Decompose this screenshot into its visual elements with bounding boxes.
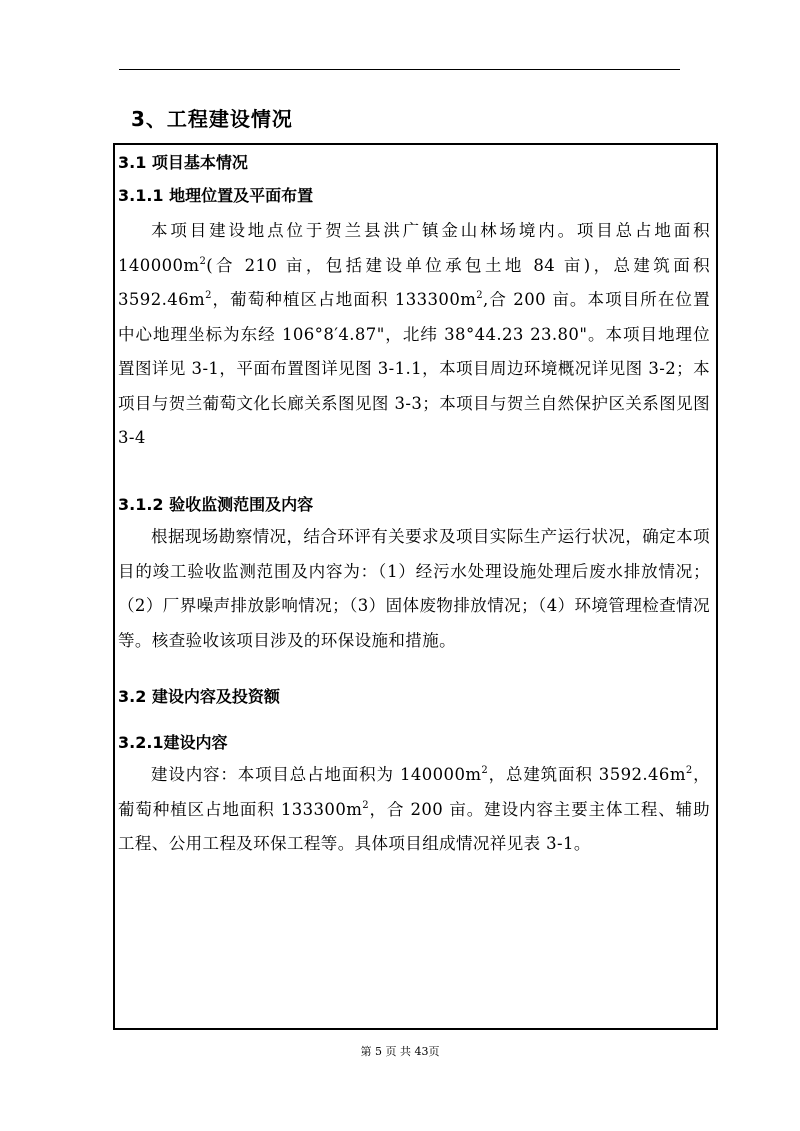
superscript: 2 [199, 255, 207, 267]
superscript: 2 [362, 799, 370, 811]
page-footer: 第 5 页 共 43页 [360, 1045, 440, 1058]
heading-3-1: 3.1 项目基本情况 [118, 153, 248, 172]
superscript: 2 [476, 290, 484, 301]
text-run: ,合 200 亩。本项目所在位置中心地理坐标为东经 106°8′4.87"，北纬 38°44.23 23.80"。本项目地理位置图详见 3-1，平面布置图详见图 3-1.1，本项目周边环境概况详见图 3-2；本项目与贺兰葡萄文化长廊关系图见图 3-3；本项目与贺兰自然保护区关系图见图 3-4 [118, 290, 710, 447]
superscript: 2 [685, 765, 693, 776]
content-box [113, 143, 718, 1030]
text-run: 本项目建设地点位于贺兰县洪广镇金山林场境内。项目总占地面积140000m [118, 221, 710, 275]
heading-3-1-1: 3.1.1 地理位置及平面布置 [118, 186, 314, 205]
superscript: 2 [205, 290, 212, 301]
paragraph-construction-content [118, 758, 710, 862]
text-run: 建设内容：本项目总占地面积为 140000m [151, 765, 482, 784]
section-heading: 3、工程建设情况 [131, 107, 293, 131]
text-run: ，葡萄种植区占地面积 133300m [118, 765, 711, 819]
superscript: 2 [481, 765, 489, 776]
paragraph-monitoring-scope: 根据现场勘察情况，结合环评有关要求及项目实际生产运行状况，确定本项目的竣工验收监测范围及内容为：（1）经污水处理设施处理后废水排放情况；（2）厂界噪声排放影响情况；（3）固体废物排放情况；（4）环境管理检查情况等。核查验收该项目涉及的环保设施和措施。 [118, 527, 710, 650]
heading-3-1-2: 3.1.2 验收监测范围及内容 [118, 495, 314, 514]
heading-3-2: 3.2 建设内容及投资额 [118, 687, 280, 706]
text-run: ，合 200 亩。建设内容主要主体工程、辅助工程、公用工程及环保工程等。具体项目组成情况祥见表 3-1。 [118, 799, 710, 853]
text-run: ，葡萄种植区占地面积 133300m [211, 290, 477, 309]
text-run: (合 210 亩，包括建设单位承包土地 84 亩)，总建筑面积3592.46m [118, 255, 710, 309]
text-run: ，总建筑面积 3592.46m [488, 765, 686, 784]
header-rule [119, 69, 680, 70]
paragraph-location [118, 214, 710, 456]
heading-3-2-1: 3.2.1建设内容 [118, 733, 228, 752]
